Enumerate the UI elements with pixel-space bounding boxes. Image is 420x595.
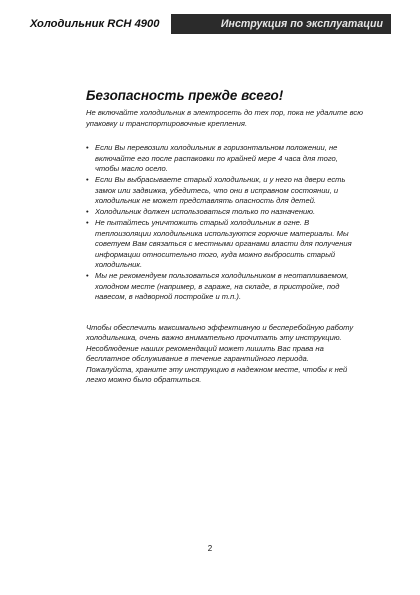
- bullet-item: • Мы не рекомендуем пользоваться холодильником в неотапливаемом, холодном месте (например, в гараже, на складе, в пристройке, под навесом, в надворной постройке и т.п.).: [86, 271, 364, 303]
- page-number: 2: [207, 544, 213, 553]
- bullet-item: • Холодильник должен использоваться только по назначению.: [86, 207, 364, 218]
- bullet-item: • Если Вы перевозили холодильник в горизонтальном положении, не включайте его после распаковки по крайней мере 4 часа для того, чтобы масло осело.: [86, 143, 364, 175]
- bullet-item: • Не пытайтесь уничтожить старый холодильник в огне. В теплоизоляции холодильника используются горючие материалы. Мы советуем Вам связаться с местными органами власти для получения информации относительно того, куда можно выбросить старый холодильник.: [86, 218, 364, 271]
- safety-bullet-list: [86, 143, 364, 303]
- closing-paragraph: Чтобы обеспечить максимально эффективную и бесперебойную работу холодильника, очень важно внимательно прочитать эту инструкцию. Несоблюдение наших рекомендаций может лишить Вас права на бесплатное обслуживание в течение гарантийного периода.: [86, 322, 354, 363]
- section-title: Безопасность прежде всего!: [86, 88, 284, 103]
- header-bar: [171, 14, 391, 34]
- manual-subtitle: Инструкция по эксплуатации: [220, 18, 383, 30]
- safety-section: [86, 88, 364, 386]
- bullet-item: • Если Вы выбрасываете старый холодильник, и у него на двери есть замок или задвижка, убедитесь, что они в исправном состоянии, и холодильник не может представлять опасность для детей.: [86, 175, 364, 207]
- closing-text: [86, 323, 364, 386]
- closing-paragraph: Пожалуйста, храните эту инструкцию в надежном месте, чтобы к ней легко можно было обратиться.: [86, 364, 348, 384]
- intro-paragraph: Не включайте холодильник в электросеть до тех пор, пока не удалите всю упаковку и транспортировочные крепления.: [86, 108, 363, 128]
- page-header: [29, 14, 391, 34]
- product-model: Холодильник RCH 4900: [30, 18, 160, 30]
